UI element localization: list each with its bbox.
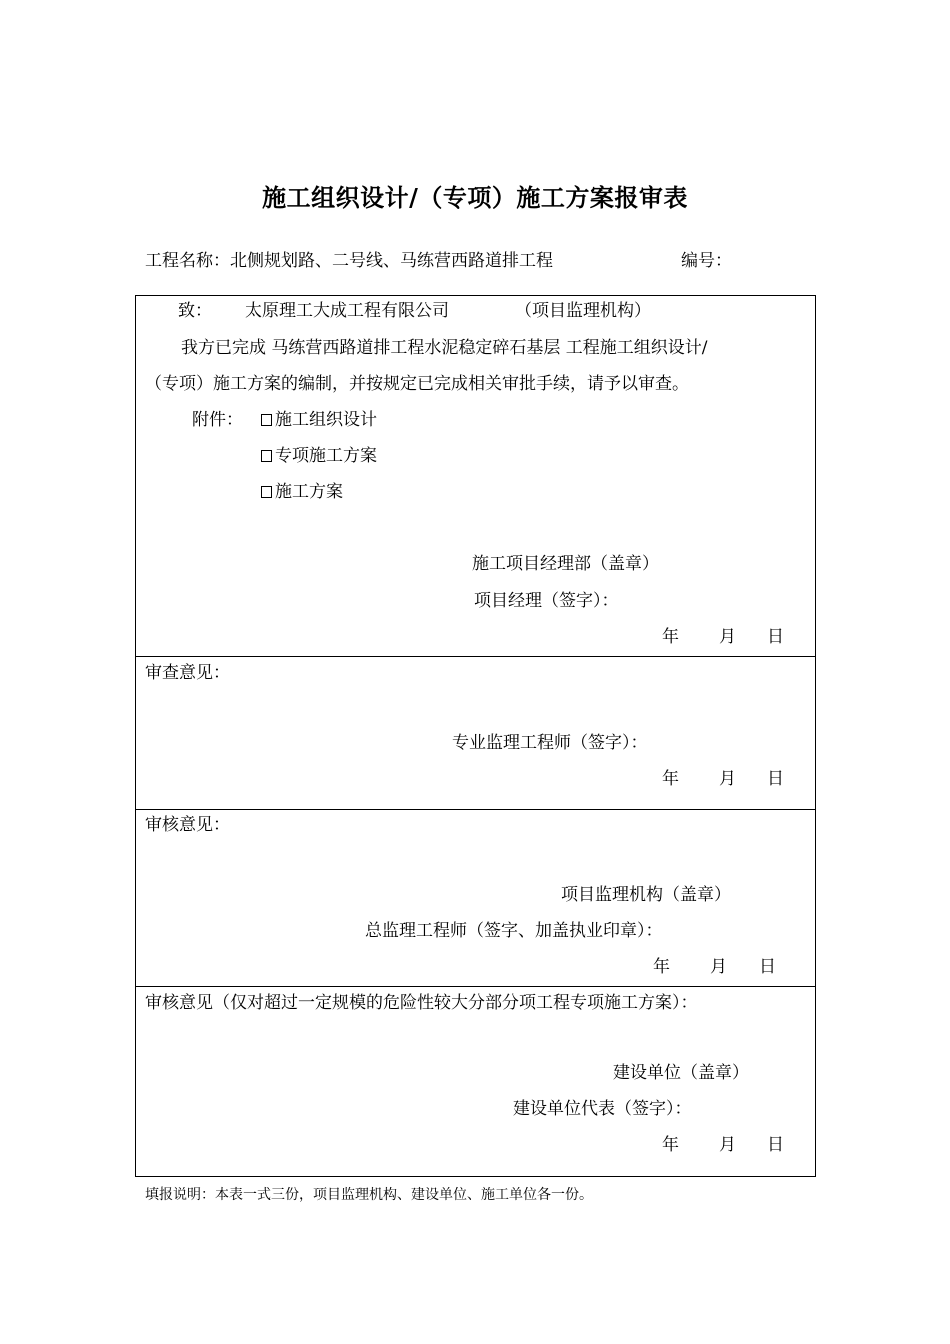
body-line-1: 我方已完成 马练营西路道排工程水泥稳定碎石基层 工程施工组织设计/ — [181, 338, 708, 358]
month-label: 月 — [710, 957, 727, 977]
engineer-sign-label: 专业监理工程师（签字）： — [452, 733, 648, 753]
review-opinion-label: 审查意见： — [145, 663, 230, 683]
year-label: 年 — [662, 1135, 679, 1155]
attachment-label: 专项施工方案 — [275, 446, 377, 466]
manager-sign-label: 项目经理（签字）： — [474, 591, 619, 611]
dept-seal-label: 施工项目经理部（盖章） — [472, 554, 659, 574]
year-label: 年 — [662, 769, 679, 789]
to-org: （项目监理机构） — [515, 301, 651, 321]
checkbox-icon[interactable] — [261, 414, 272, 426]
month-label: 月 — [719, 1135, 736, 1155]
audit-opinion-label: 审核意见： — [145, 815, 230, 835]
supervision-seal-label: 项目监理机构（盖章） — [561, 885, 731, 905]
body-line-2: （专项）施工方案的编制，并按规定已完成相关审批手续，请予以审查。 — [145, 374, 689, 394]
day-label: 日 — [767, 1135, 784, 1155]
row-divider-1 — [135, 656, 816, 657]
chief-engineer-sign-label: 总监理工程师（签字、加盖执业印章）： — [365, 921, 663, 941]
to-company: 太原理工大成工程有限公司 — [245, 301, 449, 321]
day-label: 日 — [767, 627, 784, 647]
attachment-item — [261, 409, 377, 431]
checkbox-icon[interactable] — [261, 486, 272, 498]
owner-rep-sign-label: 建设单位代表（签字）： — [513, 1099, 692, 1119]
month-label: 月 — [719, 627, 736, 647]
to-label: 致： — [178, 301, 212, 321]
project-name: 工程名称：北侧规划路、二号线、马练营西路道排工程 — [145, 251, 553, 271]
row-divider-3 — [135, 986, 816, 987]
month-label: 月 — [719, 769, 736, 789]
form-number-label: 编号： — [681, 251, 732, 271]
owner-audit-label: 审核意见（仅对超过一定规模的危险性较大分部分项工程专项施工方案）： — [145, 993, 698, 1013]
owner-seal-label: 建设单位（盖章） — [613, 1063, 749, 1083]
checkbox-icon[interactable] — [261, 450, 272, 462]
attachment-label: 施工组织设计 — [275, 410, 377, 430]
page-title: 施工组织设计/（专项）施工方案报审表 — [262, 183, 688, 212]
attachments-label: 附件： — [192, 410, 243, 430]
day-label: 日 — [759, 957, 776, 977]
year-label: 年 — [662, 627, 679, 647]
year-label: 年 — [653, 957, 670, 977]
footnote: 填报说明：本表一式三份，项目监理机构、建设单位、施工单位各一份。 — [145, 1187, 593, 1203]
attachment-item — [261, 481, 343, 503]
day-label: 日 — [767, 769, 784, 789]
row-divider-2 — [135, 809, 816, 810]
attachment-label: 施工方案 — [275, 482, 343, 502]
attachment-item — [261, 445, 377, 467]
